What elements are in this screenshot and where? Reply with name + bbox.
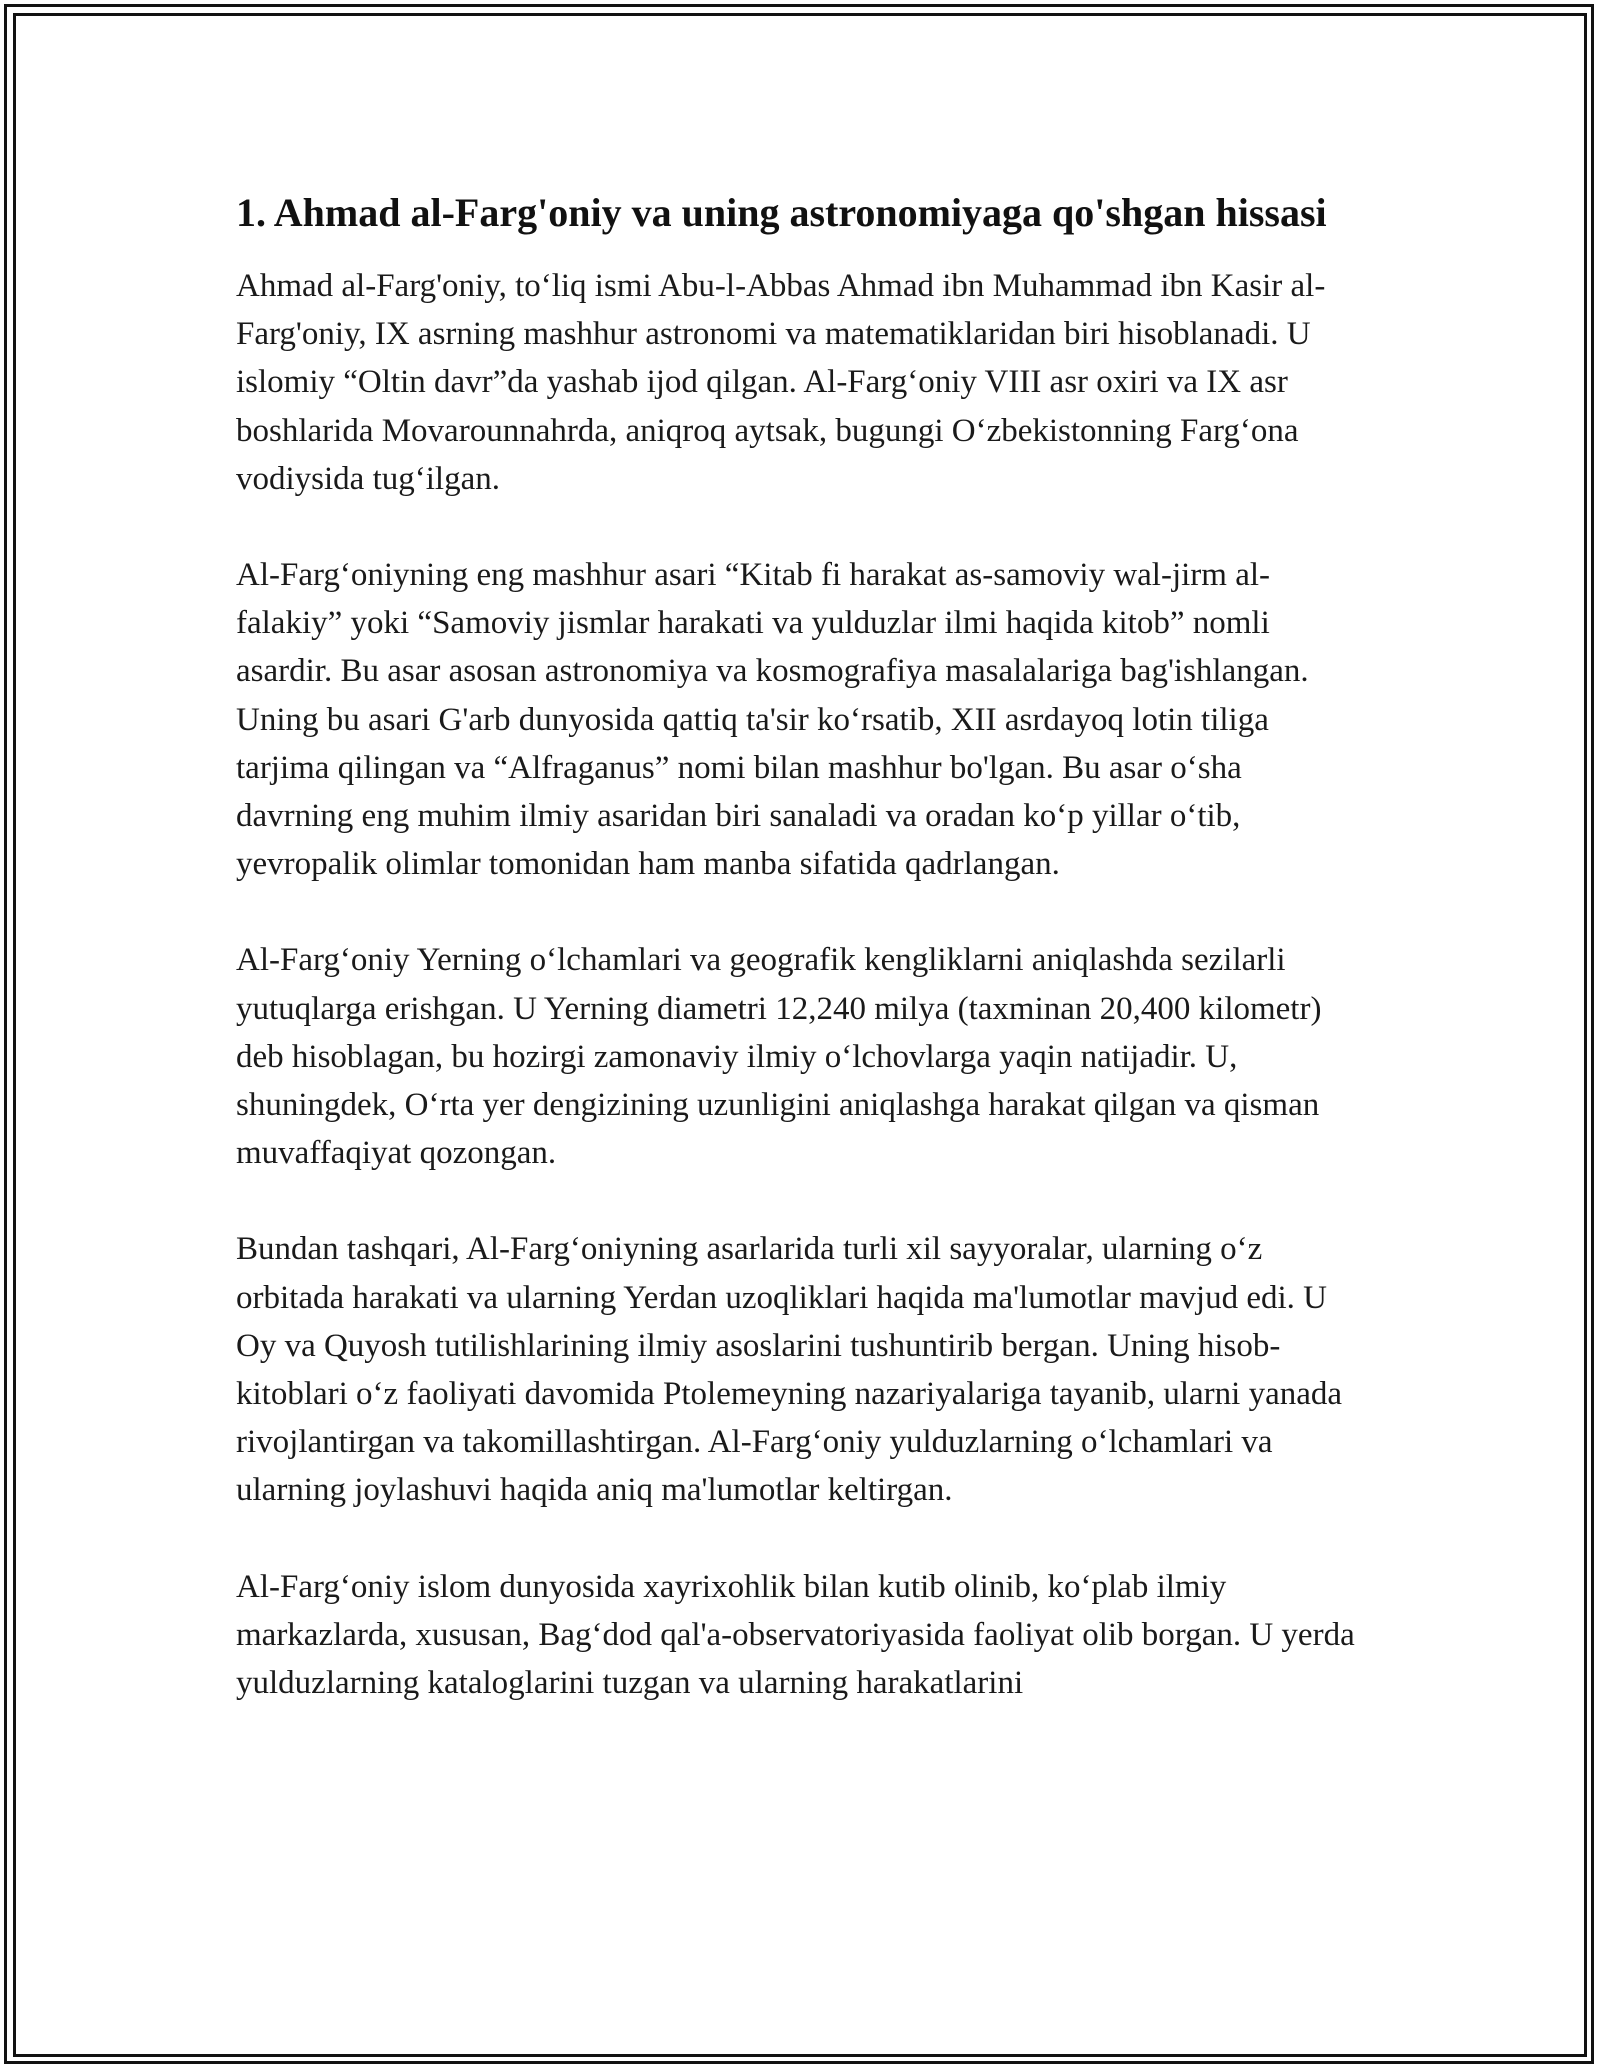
paragraph-4: Bundan tashqari, Al-Farg‘oniyning asarlarida turli xil sayyoralar, ularning o‘z orbitada harakati va ularning Yerdan uzoqliklari haqida ma'lumotlar mavjud edi. U Oy va Quyosh tutilishlarining ilmiy asoslarini tushuntirib bergan. Uning hisob-kitoblari o‘z faoliyati davomida Ptolemeyning nazariyalariga tayanib, ularni yanada rivojlantirgan va takomillashtirgan. Al-Farg‘oniy yulduzlarning o‘lchamlari va ularning joylashuvi haqida aniq ma'lumotlar keltirgan. [236,1231,1343,1509]
paragraph-1: Ahmad al-Farg'oniy, to‘liq ismi Abu-l-Abbas Ahmad ibn Muhammad ibn Kasir al-Farg'oniy, IX asrning mashhur astronomi va matematiklaridan biri hisoblanadi. U islomiy “Oltin davr”da yashab ijod qilgan. Al-Farg‘oniy VIII asr oxiri va IX asr boshlarida Movarounnahrda, aniqroq aytsak, bugungi O‘zbekistonning Farg‘ona vodiysida tug‘ilgan. [236,268,1326,497]
document-body [236,186,1366,1755]
section-heading: 1. Ahmad al-Farg'oniy va uning astronomiyaga qo'shgan hissasi [236,190,1327,235]
paragraph-3: Al-Farg‘oniy Yerning o‘lchamlari va geografik kengliklarni aniqlashda sezilarli yutuqlarga erishgan. U Yerning diametri 12,240 milya (taxminan 20,400 kilometr) deb hisoblagan, bu hozirgi zamonaviy ilmiy o‘lchovlarga yaqin natijadir. U, shuningdek, O‘rta yer dengizining uzunligini aniqlashga harakat qilgan va qisman muvaffaqiyat qozongan. [236,942,1322,1172]
paragraph-5: Al-Farg‘oniy islom dunyosida xayrixohlik bilan kutib olinib, ko‘plab ilmiy markazlarda, xususan, Bag‘dod qal'a-observatoriyasida faoliyat olib borgan. U yerda yulduzlarning kataloglarini tuzgan va ularning harakatlarini [236,1568,1355,1702]
paragraph-2: Al-Farg‘oniyning eng mashhur asari “Kitab fi harakat as-samoviy wal-jirm al-falakiy” yoki “Samoviy jismlar harakati va yulduzlar ilmi haqida kitob” nomli asardir. Bu asar asosan astronomiya va kosmografiya masalalariga bag'ishlangan. Uning bu asari G'arb dunyosida qattiq ta'sir ko‘rsatib, XII asrdayoq lotin tiliga tarjima qilingan va “Alfraganus” nomi bilan mashhur bo'lgan. Bu asar o‘sha davrning eng muhim ilmiy asaridan biri sanaladi va oradan ko‘p yillar o‘tib, yevropalik olimlar tomonidan ham manba sifatida qadrlangan. [236,557,1309,883]
